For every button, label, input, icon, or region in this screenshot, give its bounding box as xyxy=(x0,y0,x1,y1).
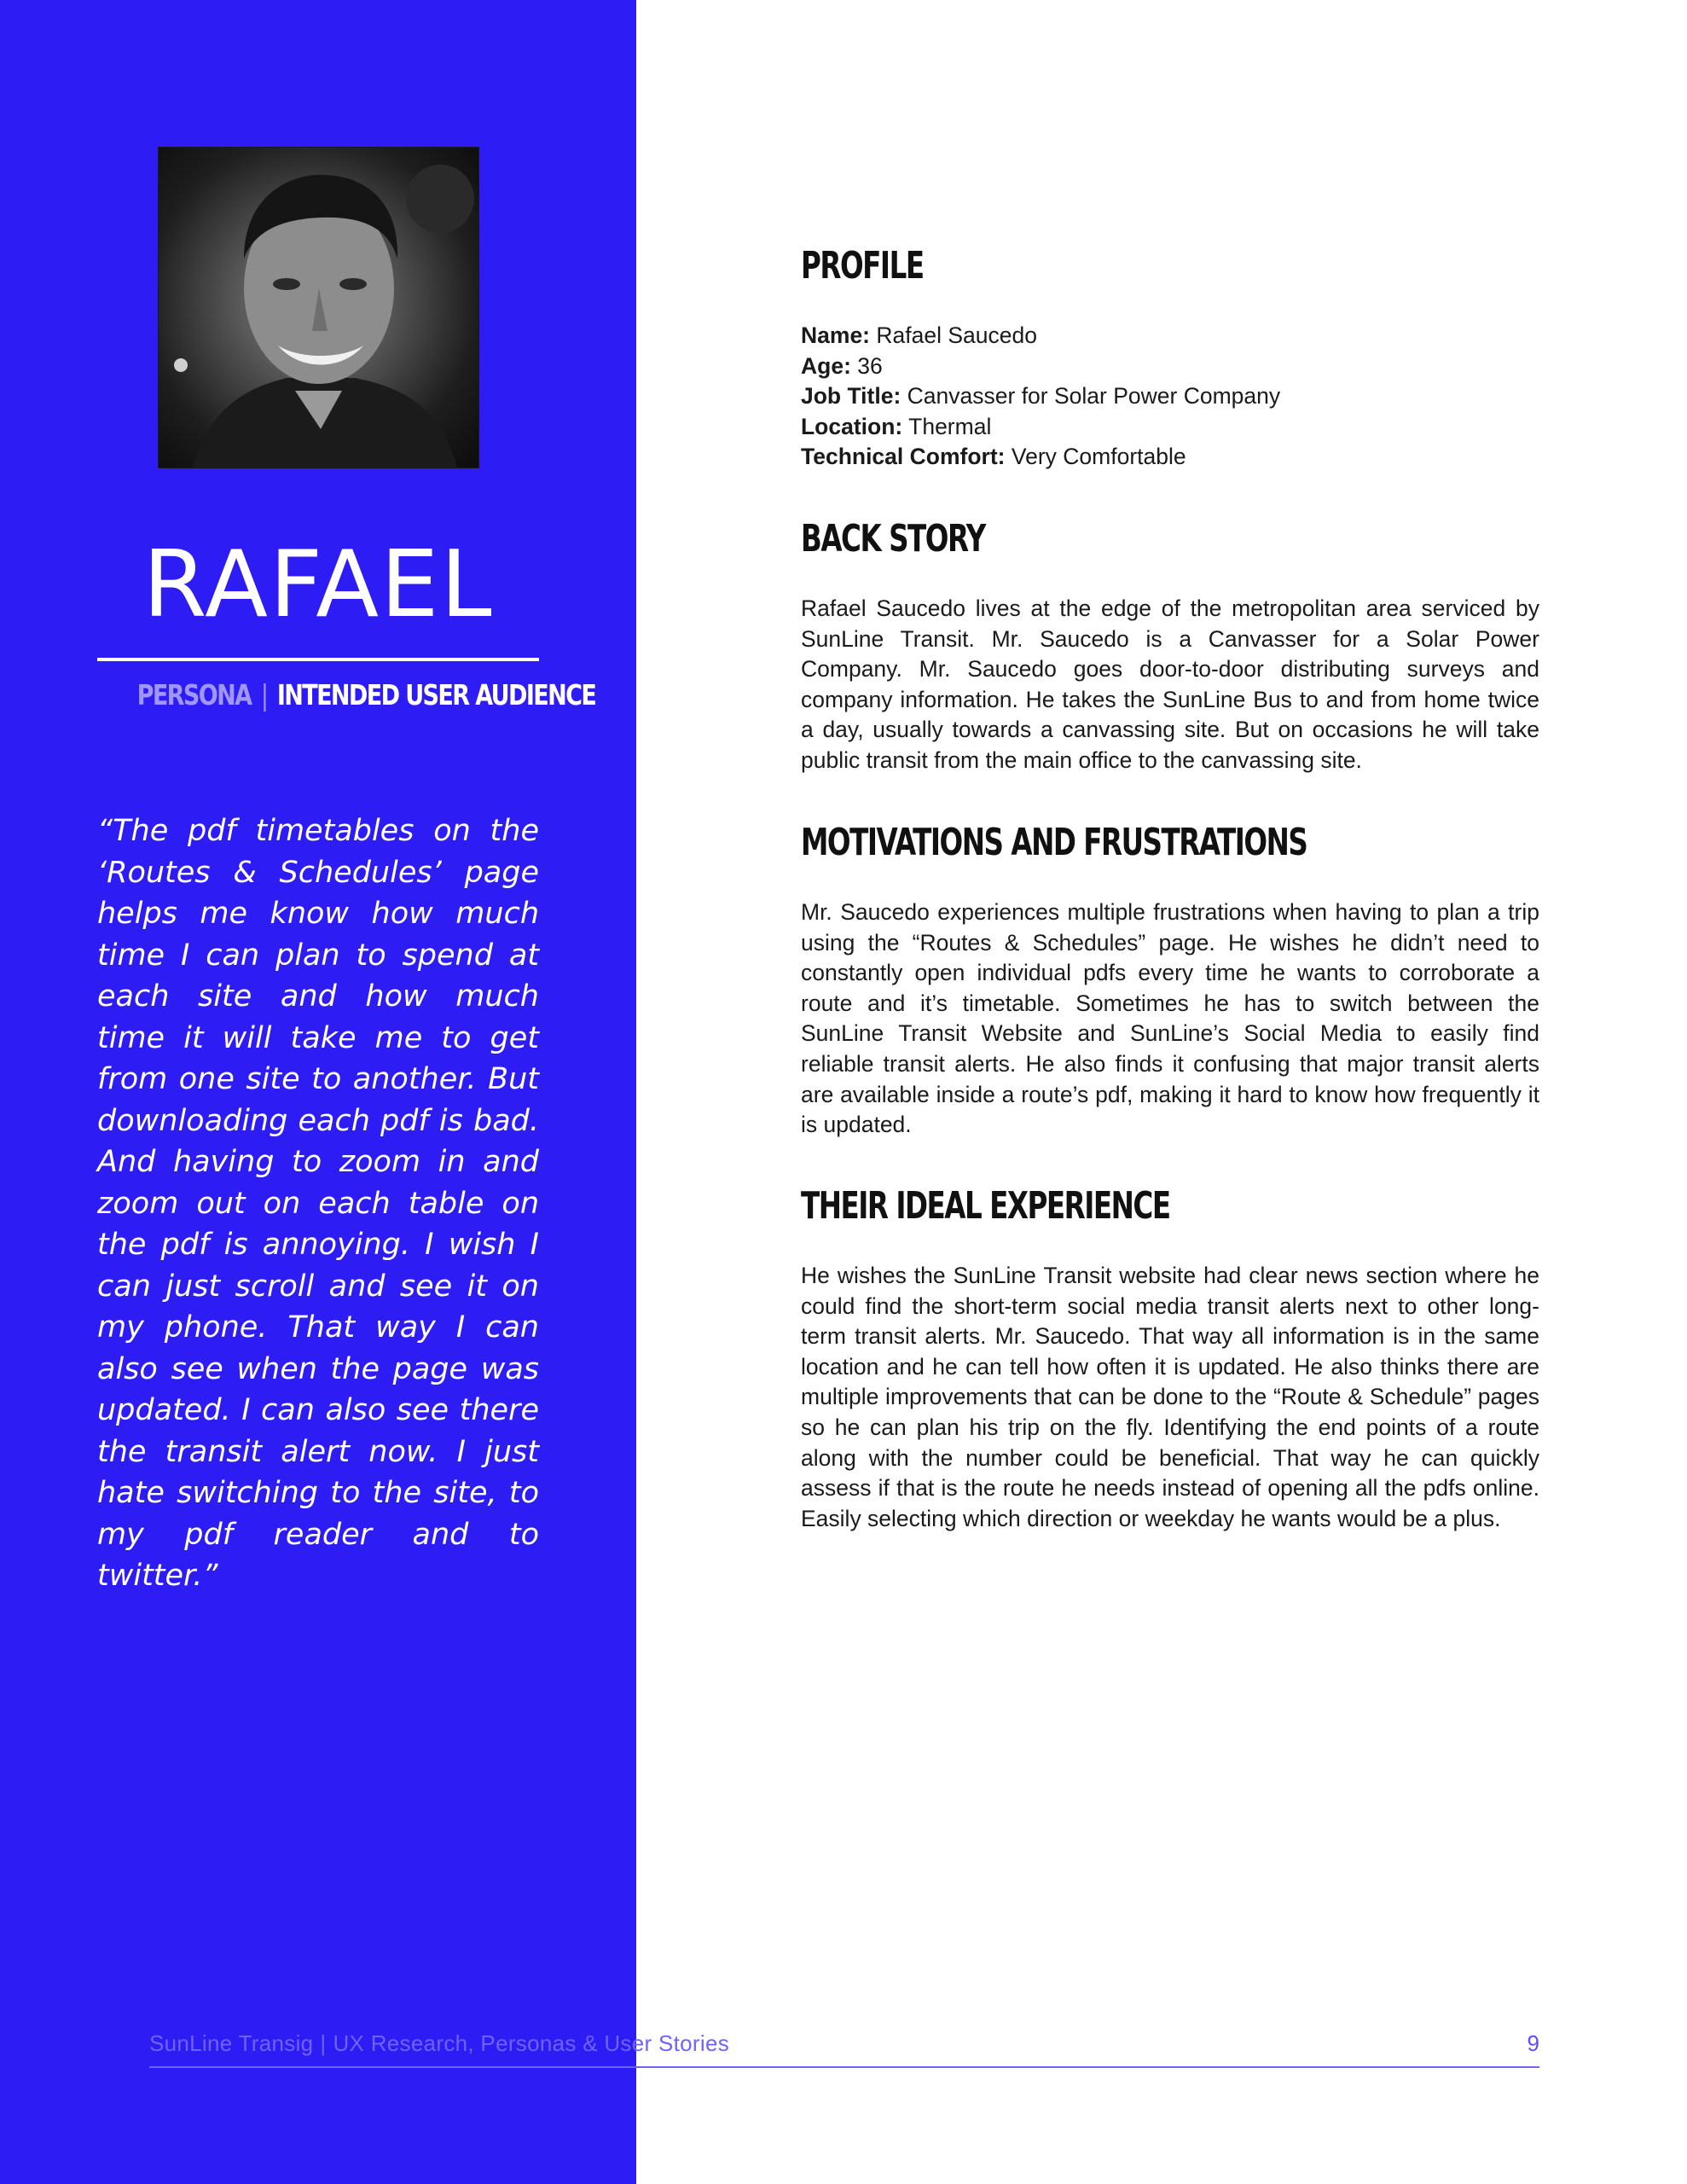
persona-photo xyxy=(159,148,478,468)
profile-location xyxy=(801,412,1539,443)
profile-location-value: Thermal xyxy=(908,413,992,439)
name-divider xyxy=(97,658,539,661)
footer-doc-title xyxy=(149,2030,729,2057)
back-story-heading: BACK STORY xyxy=(801,517,985,561)
back-story-text: Rafael Saucedo lives at the edge of the metropolitan area serviced by SunLine Transit. Mr. Saucedo is a Canvasser for a Solar Power Company. Mr. Saucedo goes door-to-door distributing surveys and company information. He takes the SunLine Bus to and from home twice a day, usually towards a canvassing site. But on occasions he will take public transit from the main office to the canvassing site. xyxy=(801,595,1539,773)
footer-doc-name: SunLine Transig xyxy=(149,2030,314,2056)
tag-separator: | xyxy=(260,678,268,712)
profile-age-label: Age: xyxy=(801,352,851,379)
ideal-experience-heading: THEIR IDEAL EXPERIENCE xyxy=(801,1184,1170,1228)
profile-age-value: 36 xyxy=(857,352,883,379)
persona-label: PERSONA xyxy=(136,678,252,712)
profile-name-value: Rafael Saucedo xyxy=(876,322,1037,348)
profile-name xyxy=(801,321,1539,351)
persona-tagline xyxy=(136,678,596,712)
profile-comfort xyxy=(801,442,1539,473)
footer-doc-subtitle: UX Research, Personas & User Stories xyxy=(333,2030,729,2056)
portrait-image xyxy=(159,148,478,468)
profile-comfort-label: Technical Comfort: xyxy=(801,444,1006,470)
profile-heading: PROFILE xyxy=(801,244,924,288)
persona-quote: “The pdf timetables on the ‘Routes & Schedules’ page helps me know how much time I can plan to spend at each site and how much time it will take me to get from one site to another. But downloading each pdf is bad. And having to zoom in and zoom out on each table on the pdf is annoying. I wish I can just scroll and see it on my phone. That way I can also see when the page was updated. I can also see there the transit alert now. I just hate switching to the site, to my pdf reader and to twitter.” xyxy=(97,814,539,1593)
profile-job-value: Canvasser for Solar Power Company xyxy=(907,383,1281,410)
audience-label: INTENDED USER AUDIENCE xyxy=(276,678,596,712)
profile-list xyxy=(801,321,1539,473)
ideal-experience-text: He wishes the SunLine Transit website had clear news section where he could find the short-term social media transit alerts next to other long-term transit alerts. Mr. Saucedo. That way all information is in the same location and he can tell how often it is updated. He also thinks there are multiple improvements that can be done to the “Route & Schedule” pages so he can plan his trip on the fly. Identifying the end points of a route along with the number could be beneficial. That way he can quickly assess if that is the route he needs instead of opening all the pdfs online. Easily selecting which direction or weekday he wants would be a plus. xyxy=(801,1263,1539,1531)
profile-job xyxy=(801,381,1539,412)
profile-name-label: Name: xyxy=(801,322,871,348)
profile-age xyxy=(801,351,1539,382)
profile-location-label: Location: xyxy=(801,413,903,439)
page-number: 9 xyxy=(1527,2030,1539,2056)
profile-job-label: Job Title: xyxy=(801,383,901,410)
footer-separator: | xyxy=(320,2030,327,2056)
motivations-heading: MOTIVATIONS AND FRUSTRATIONS xyxy=(801,821,1307,864)
motivations-text: Mr. Saucedo experiences multiple frustrations when having to plan a trip using the “Routes & Schedules” page. He wishes he didn’t need to constantly open individual pdfs every time he wants to corroborate a route and it’s timetable. Sometimes he has to switch between the SunLine Transit Website and SunLine’s Social Media to easily find reliable transit alerts. He also finds it confusing that major transit alerts are available inside a route’s pdf, making it hard to know how frequently it is updated. xyxy=(801,899,1539,1138)
profile-comfort-value: Very Comfortable xyxy=(1011,444,1186,470)
footer-divider xyxy=(149,2066,1539,2068)
persona-name: RAFAEL xyxy=(142,531,494,638)
